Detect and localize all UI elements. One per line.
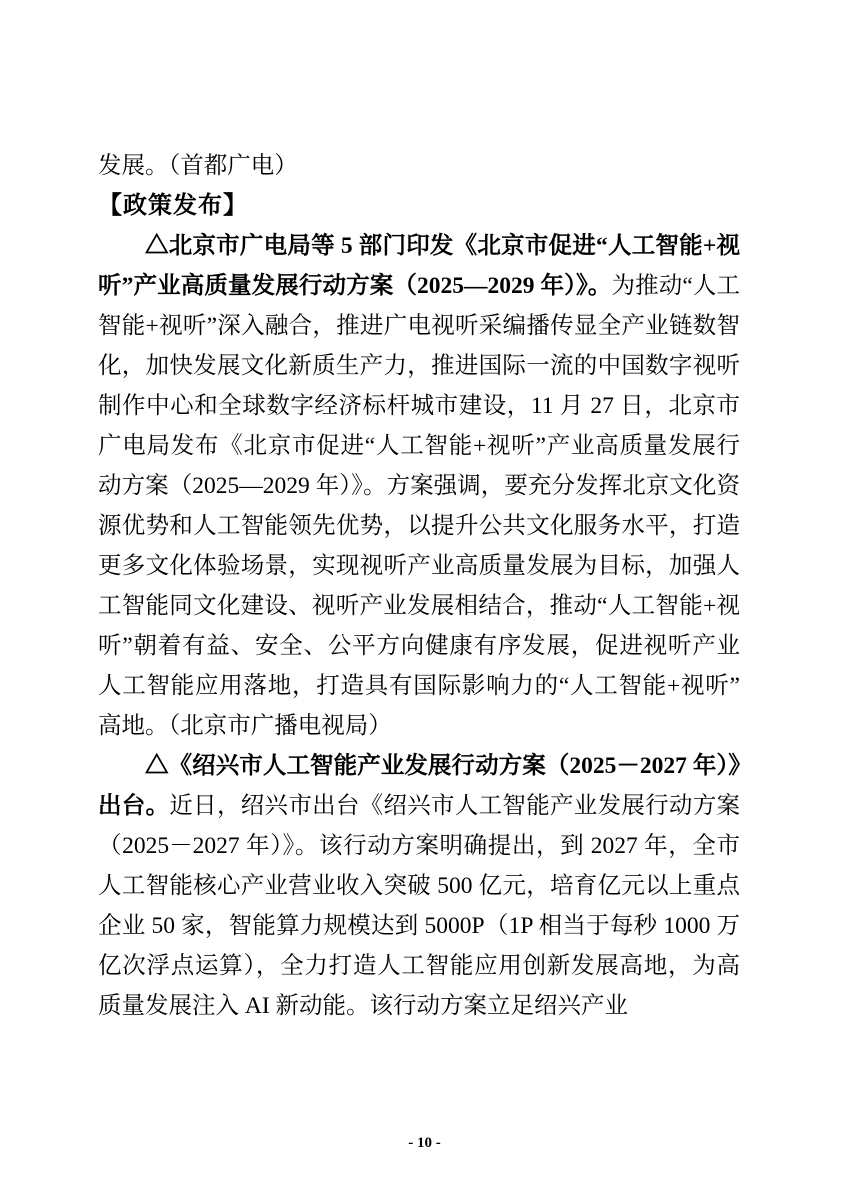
- continuation-text: 发展。（首都广电）: [98, 153, 298, 179]
- section-heading: 【政策发布】: [98, 192, 248, 219]
- news-item-2-title: △《绍兴市人工智能产业发展行动方案（2025－2027 年）》出台。: [98, 753, 740, 819]
- page-number: - 10 -: [408, 1135, 441, 1151]
- news-item-1-body: 为推动“人工智能+视听”深入融合，推进广电视听采编播传显全产业链数智化，加快发展文化新质生产力，推进国际一流的中国数字视听制作中心和全球数字经济标杆城市建设，11 月 27 日，北京市广电局发布《北京市促进“人工智能+视听”产业高质量发展行动方案（2025—2029 年）》。方案强调，要充分发挥北京文化资源优势和人工智能领先优势，以提升公共文化服务水平，打造更多文化体验场景，实现视听产业高质量发展为目标，加强人工智能同文化建设、视听产业发展相结合，推动“人工智能+视听”朝着有益、安全、公平方向健康有序发展，促进视听产业人工智能应用落地，打造具有国际影响力的“人工智能+视听”高地。（北京市广播电视局）: [98, 273, 740, 739]
- news-item: [98, 226, 740, 746]
- news-item: [98, 746, 740, 1026]
- news-item-2-body: 近日，绍兴市出台《绍兴市人工智能产业发展行动方案（2025－2027 年）》。该行动方案明确提出，到 2027 年，全市人工智能核心产业营业收入突破 500 亿元，培育亿元以上重点企业 50 家，智能算力规模达到 5000P（1P 相当于每秒 1000 万亿次浮点运算），全力打造人工智能应用创新发展高地，为高质量发展注入 AI 新动能。该行动方案立足绍兴产业: [98, 793, 741, 1019]
- paragraph-continuation: [98, 146, 740, 186]
- document-body: [98, 146, 740, 1026]
- news-item-1-title: △北京市广电局等 5 部门印发《北京市促进“人工智能+视听”产业高质量发展行动方案（2025—2029 年）》。: [98, 233, 740, 299]
